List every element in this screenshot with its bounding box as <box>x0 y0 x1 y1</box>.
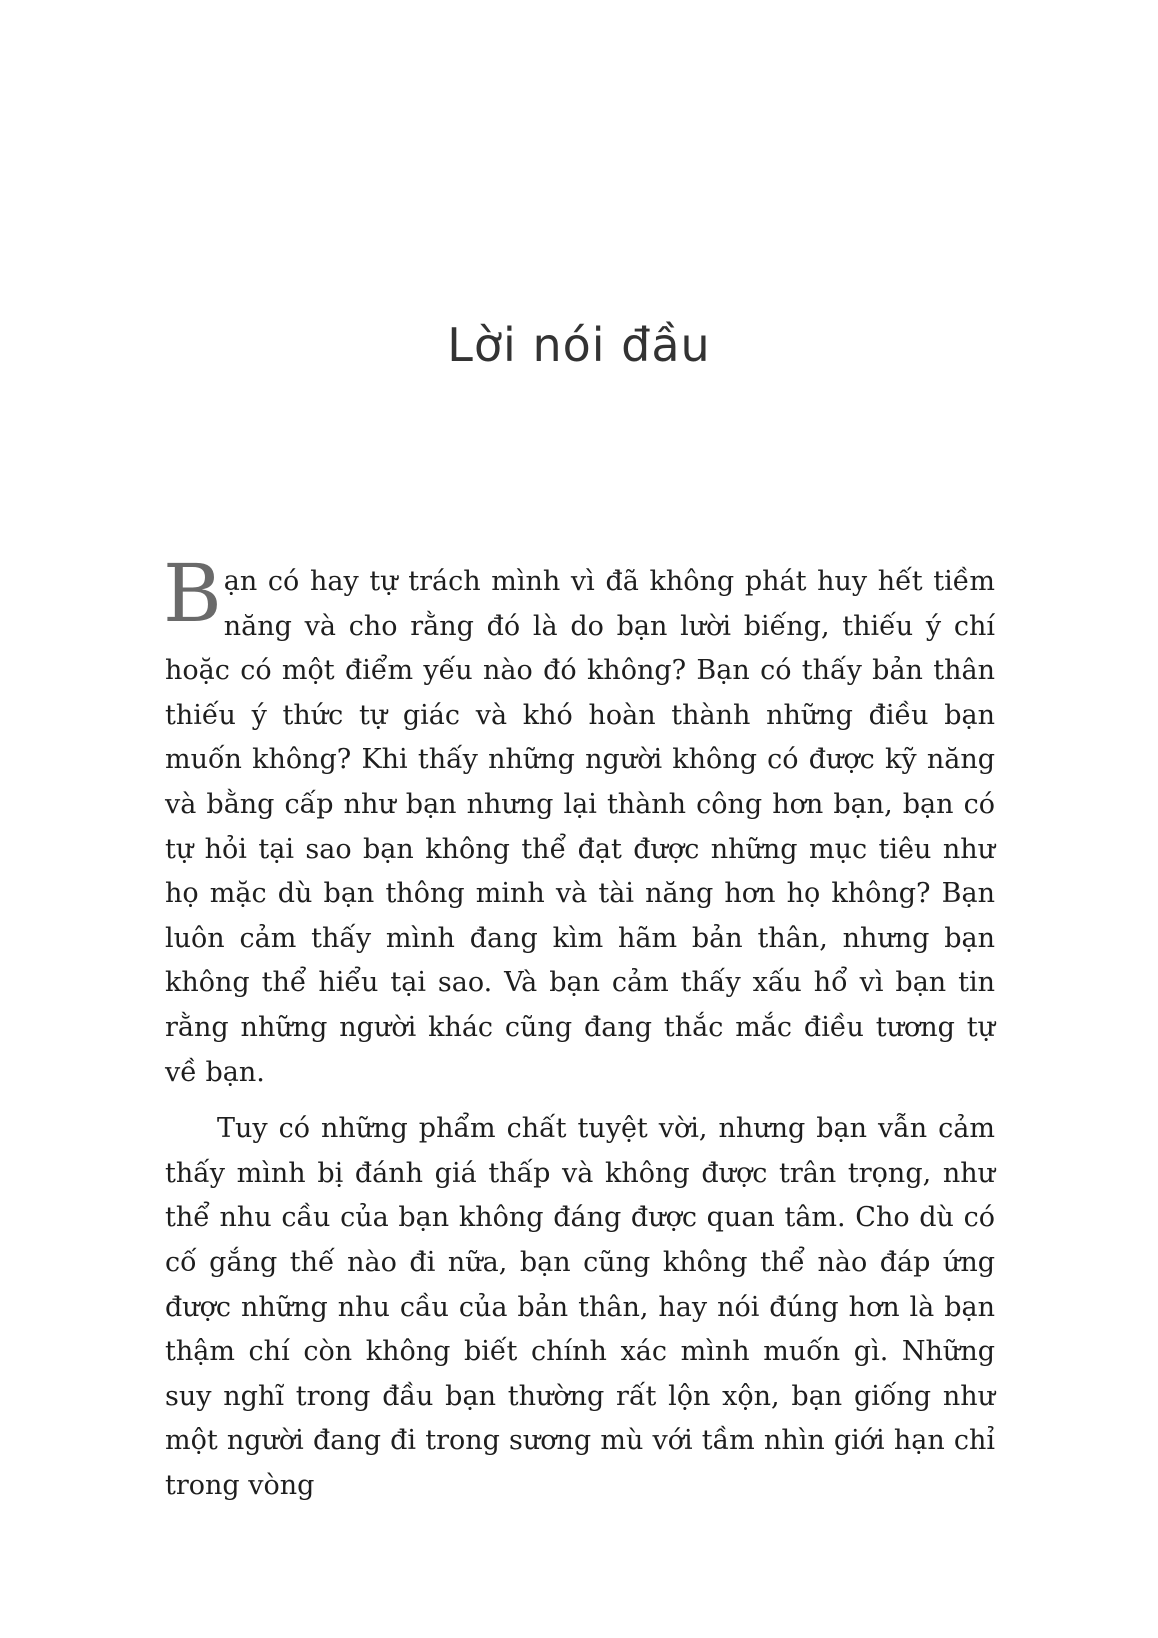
body-text <box>163 547 995 1508</box>
paragraph-1-text: ạn có hay tự trách mình vì đã không phát huy hết tiềm năng và cho rằng đó là do bạn lười biếng, thiếu ý chí hoặc có một điểm yếu nào đó không? Bạn có thấy bản thân thiếu ý thức tự giác và khó hoàn thành những điều bạn muốn không? Khi thấy những người không có được kỹ năng và bằng cấp như bạn nhưng lại thành công hơn bạn, bạn có tự hỏi tại sao bạn không thể đạt được những mục tiêu như họ mặc dù bạn thông minh và tài năng hơn họ không? Bạn luôn cảm thấy mình đang kìm hãm bản thân, nhưng bạn không thể hiểu tại sao. Và bạn cảm thấy xấu hổ vì bạn tin rằng những người khác cũng đang thắc mắc điều tương tự về bạn. <box>165 566 995 1088</box>
paragraph-2: Tuy có những phẩm chất tuyệt vời, nhưng bạn vẫn cảm thấy mình bị đánh giá thấp và không được trân trọng, như thể nhu cầu của bạn không đáng được quan tâm. Cho dù có cố gắng thế nào đi nữa, bạn cũng không thể nào đáp ứng được những nhu cầu của bản thân, hay nói đúng hơn là bạn thậm chí còn không biết chính xác mình muốn gì. Những suy nghĩ trong đầu bạn thường rất lộn xộn, bạn giống như một người đang đi trong sương mù với tầm nhìn giới hạn chỉ trong vòng <box>165 1113 995 1501</box>
chapter-title: Lời nói đầu <box>447 318 711 372</box>
drop-cap: B <box>163 547 222 640</box>
paragraph-1 <box>163 547 995 1095</box>
